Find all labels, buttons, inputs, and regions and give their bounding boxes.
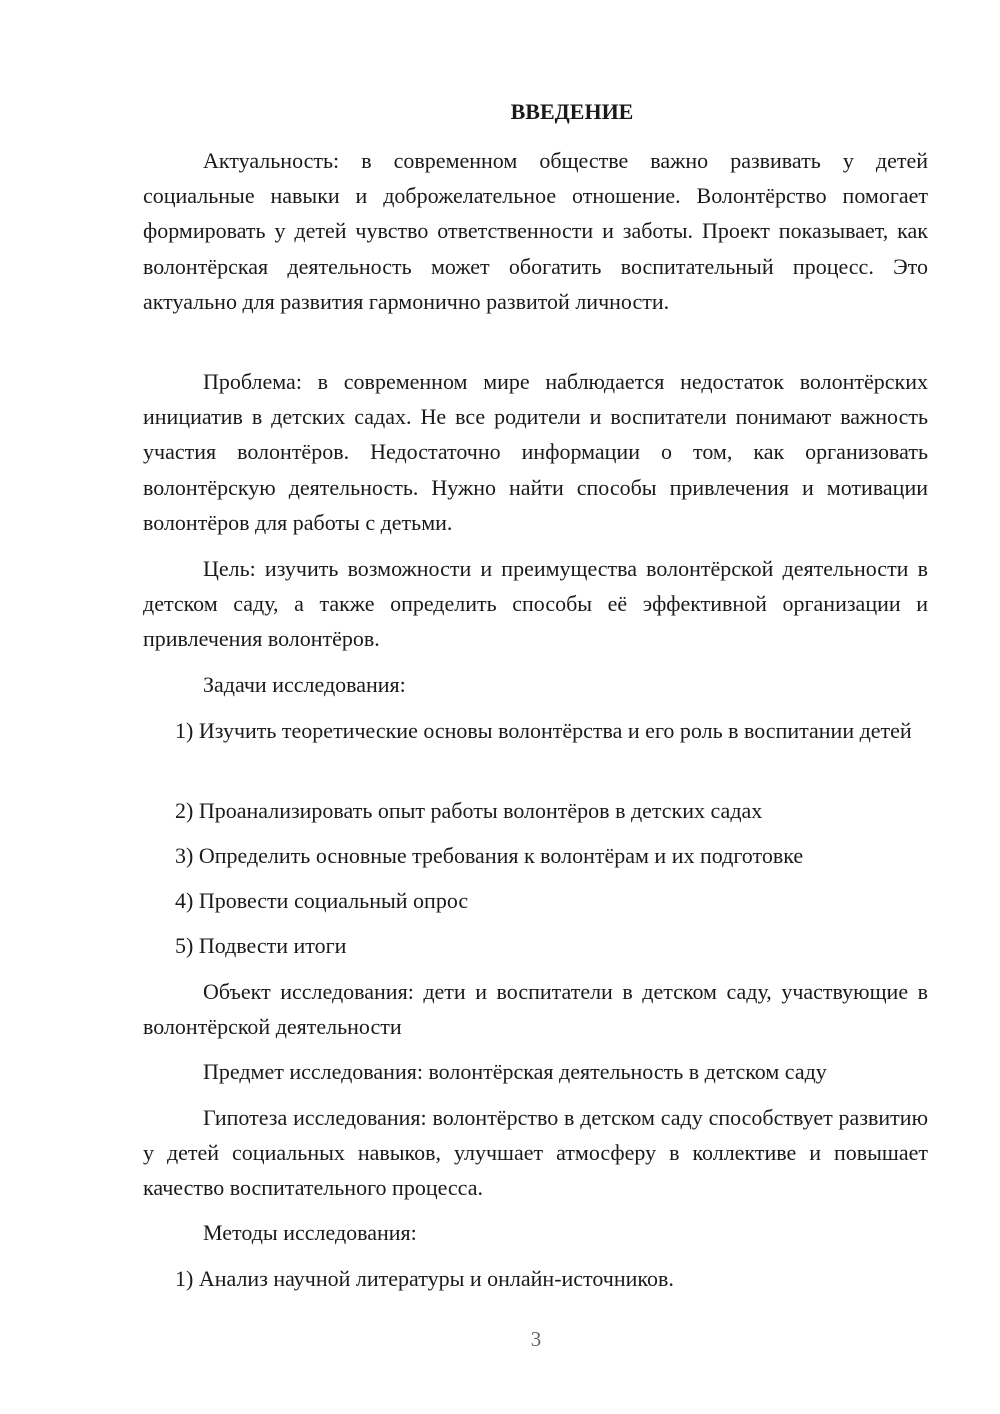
tasks-heading: Задачи исследования: bbox=[203, 672, 406, 697]
relevance-paragraph: Актуальность: в современном обществе важно развивать у детей социальные навыки и доброжелательное отношение. Волонтёрство помогает формировать у детей чувство ответственности и заботы. Проект показывает, как волонтёрская деятельность может обогатить воспитательный процесс. Это актуально для развития гармонично развитой личности. bbox=[143, 148, 928, 314]
task-item-4: 4) Провести социальный опрос bbox=[175, 888, 469, 913]
task-item-2: 2) Проанализировать опыт работы волонтёров в детских садах bbox=[175, 798, 763, 823]
task-item-1: 1) Изучить теоретические основы волонтёрства и его роль в воспитании детей bbox=[175, 718, 912, 743]
section-heading: ВВЕДЕНИЕ bbox=[510, 99, 634, 124]
method-item-1: 1) Анализ научной литературы и онлайн-источников. bbox=[175, 1266, 674, 1291]
methods-heading: Методы исследования: bbox=[203, 1220, 417, 1245]
hypothesis-paragraph: Гипотеза исследования: волонтёрство в детском саду способствует развитию у детей социальных навыков, улучшает атмосферу в коллективе и повышает качество воспитательного процесса. bbox=[143, 1105, 928, 1201]
goal-paragraph: Цель: изучить возможности и преимущества волонтёрской деятельности в детском саду, а также определить способы её эффективной организации и привлечения волонтёров. bbox=[143, 556, 928, 652]
object-paragraph: Объект исследования: дети и воспитатели в детском саду, участвующие в волонтёрской деятельности bbox=[143, 979, 928, 1040]
subject-paragraph: Предмет исследования: волонтёрская деятельность в детском саду bbox=[203, 1059, 827, 1084]
problem-paragraph: Проблема: в современном мире наблюдается недостаток волонтёрских инициатив в детских садах. Не все родители и воспитатели понимают важность участия волонтёров. Недостаточно информации о том, как организовать волонтёрскую деятельность. Нужно найти способы привлечения и мотивации волонтёров для работы с детьми. bbox=[143, 369, 928, 535]
task-item-3: 3) Определить основные требования к волонтёрам и их подготовке bbox=[175, 843, 804, 868]
page-number: 3 bbox=[530, 1327, 542, 1351]
task-item-5: 5) Подвести итоги bbox=[175, 933, 347, 958]
